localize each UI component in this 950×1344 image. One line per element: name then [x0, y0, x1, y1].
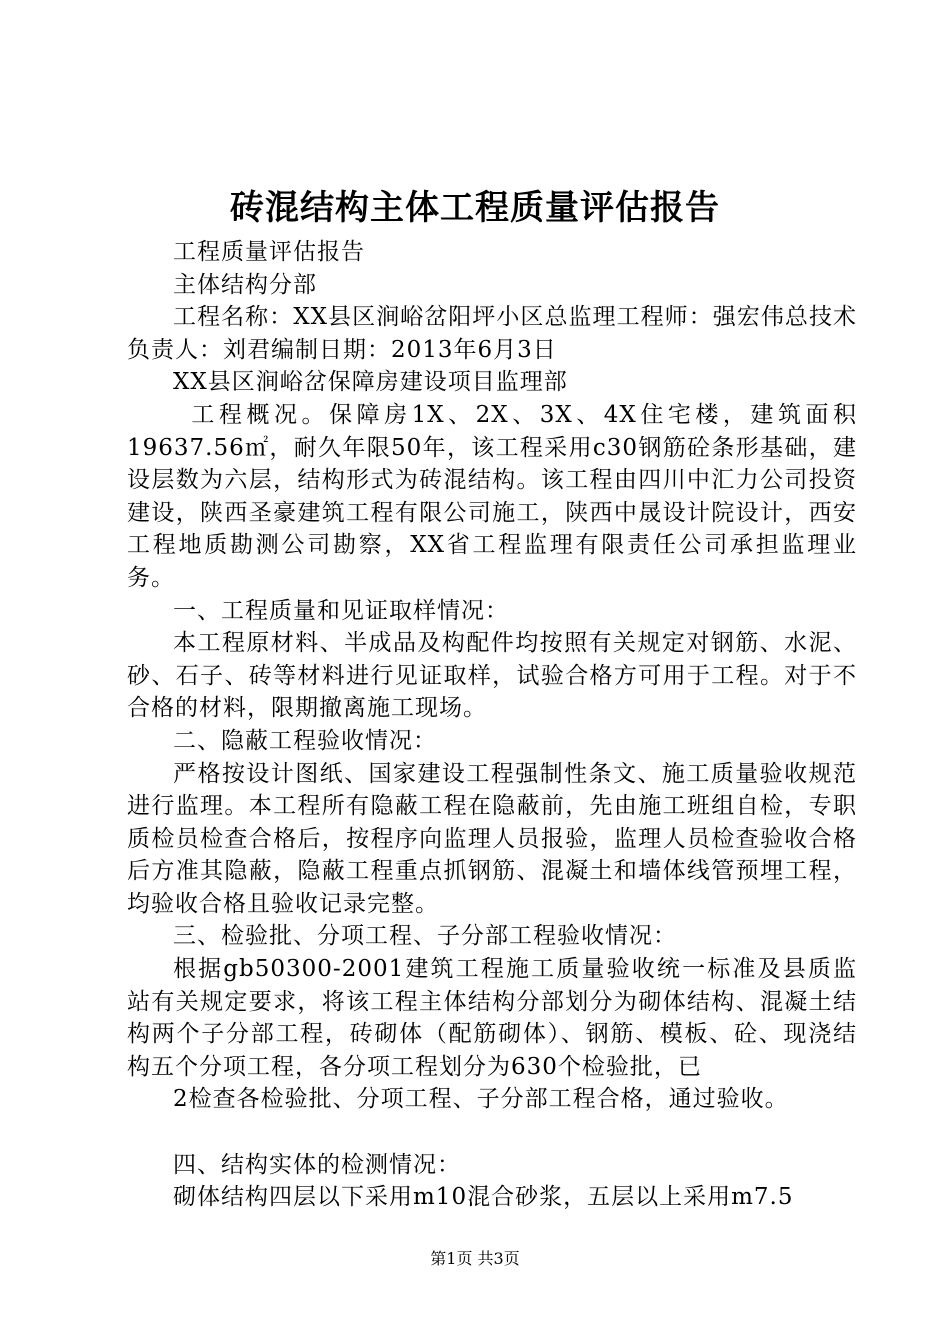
section-2-heading: 二、隐蔽工程验收情况：: [173, 727, 437, 754]
organization-line: XX县区涧峪岔保障房建设项目监理部: [173, 369, 568, 396]
section-4-body: 砌体结构四层以下采用m10混合砂浆，五层以上采用m7.5: [173, 1184, 794, 1211]
division-subtitle: 主体结构分部: [173, 271, 317, 298]
section-1-heading: 一、工程质量和见证取样情况：: [173, 597, 509, 624]
paragraph-gap: [127, 1116, 857, 1149]
report-subtitle: 工程质量评估报告: [173, 239, 365, 265]
document-title: 砖混结构主体工程质量评估报告: [230, 188, 720, 228]
section-3-continuation: 2检查各检验批、分项工程、子分部工程合格，通过验收。: [173, 1086, 789, 1113]
section-3-body: 根据gb50300-2001建筑工程施工质量验收统一标准及县质监站有关规定要求，将该工程主体结构分部划分为砌体结构、混凝土结构两个子分部工程，砖砌体（配筋砌体）、钢筋、模板、砼、现浇结构五个分项工程，各分项工程划分为630个检验批，已: [127, 956, 857, 1080]
document-body: [127, 236, 857, 1214]
section-1-body: 本工程原材料、半成品及构配件均按照有关规定对钢筋、水泥、砂、石子、砖等材料进行见证取样，试验合格方可用于工程。对于不合格的材料，限期撤离施工现场。: [127, 630, 857, 722]
page-footer: 第1页 共3页: [430, 1249, 520, 1268]
section-2-body: 严格按设计图纸、国家建设工程强制性条文、施工质量验收规范进行监理。本工程所有隐蔽工程在隐蔽前，先由施工班组自检，专职质检员检查合格后，按程序向监理人员报验，监理人员检查验收合格后方准其隐蔽，隐蔽工程重点抓钢筋、混凝土和墙体线管预埋工程，均验收合格且验收记录完整。: [127, 760, 857, 917]
project-info: 工程名称：XX县区涧峪岔阳坪小区总监理工程师：强宏伟总技术负责人：刘君编制日期：2013年6月3日: [127, 304, 857, 363]
project-overview: 工程概况。保障房1X、2X、3X、4X住宅楼，建筑面积19637.56㎡，耐久年限50年，该工程采用c30钢筋砼条形基础，建设层数为六层，结构形式为砖混结构。该工程由四川中汇力公司投资建设，陕西圣豪建筑工程有限公司施工，陕西中晟设计院设计，西安工程地质勘测公司勘察，XX省工程监理有限责任公司承担监理业务。: [127, 401, 857, 591]
section-3-heading: 三、检验批、分项工程、子分部工程验收情况：: [173, 923, 677, 950]
section-4-heading: 四、结构实体的检测情况：: [173, 1151, 461, 1178]
